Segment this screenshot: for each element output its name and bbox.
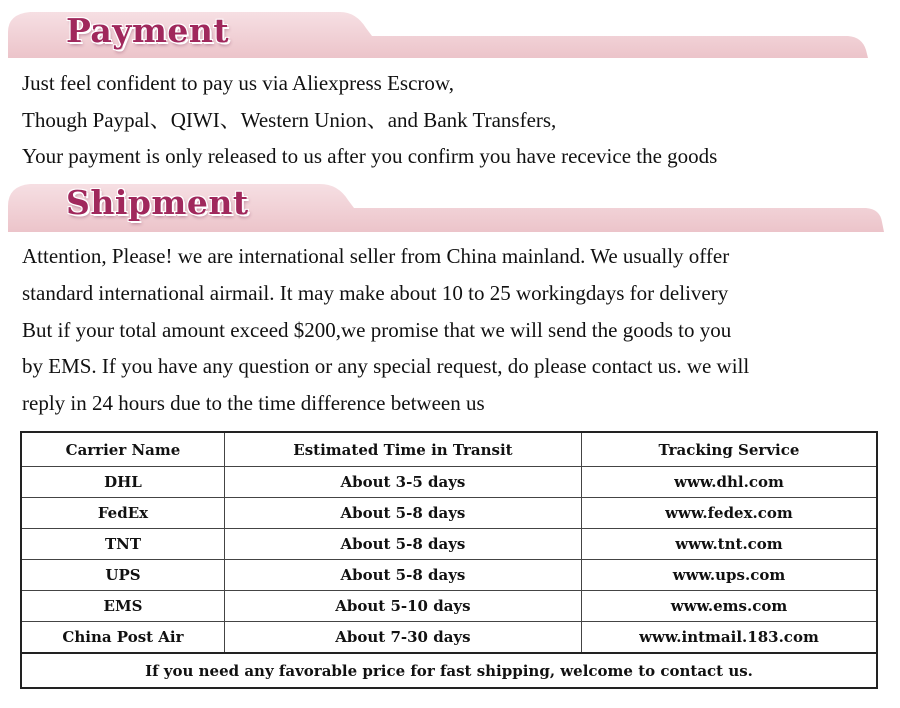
header-carrier-name: Carrier Name xyxy=(21,432,224,467)
tracking-site-cell: www.intmail.183.com xyxy=(581,622,877,654)
shipment-line: by EMS. If you have any question or any special request, do please contact us. we will xyxy=(22,354,750,379)
table-row xyxy=(21,498,877,529)
payment-line: Just feel confident to pay us via Aliexpress Escrow, xyxy=(22,71,454,95)
tracking-site-cell: www.ems.com xyxy=(581,591,877,622)
carrier-name-cell: EMS xyxy=(21,591,224,622)
carrier-name-cell: UPS xyxy=(21,560,224,591)
payment-text xyxy=(22,65,892,175)
carrier-name-cell: FedEx xyxy=(21,498,224,529)
shipping-table xyxy=(20,431,878,689)
tracking-site-cell: www.fedex.com xyxy=(581,498,877,529)
transit-time-cell: About 5-8 days xyxy=(224,529,581,560)
payment-line: Though Paypal、QIWI、Western Union、and Bank Transfers, xyxy=(22,107,557,132)
table-row xyxy=(21,591,877,622)
table-footer-row xyxy=(21,653,877,688)
shipment-line: But if your total amount exceed $200,we promise that we will send the goods to you xyxy=(22,317,732,342)
carrier-name-cell: TNT xyxy=(21,529,224,560)
shipment-text xyxy=(22,238,892,422)
shipment-line: Attention, Please! we are international seller from China mainland. We usually offer xyxy=(22,244,730,268)
transit-time-cell: About 5-8 days xyxy=(224,560,581,591)
carrier-name-cell: DHL xyxy=(21,467,224,498)
shipment-banner xyxy=(0,178,900,234)
table-row xyxy=(21,560,877,591)
payment-title: Payment xyxy=(66,11,230,50)
transit-time-cell: About 5-8 days xyxy=(224,498,581,529)
payment-banner xyxy=(0,6,900,62)
tracking-site-cell: www.dhl.com xyxy=(581,467,877,498)
shipment-title: Shipment xyxy=(66,183,249,222)
header-tracking-service: Tracking Service xyxy=(581,432,877,467)
table-footer-note: If you need any favorable price for fast shipping, welcome to contact us. xyxy=(21,653,877,688)
carrier-name-cell: China Post Air xyxy=(21,622,224,654)
table-row xyxy=(21,622,877,654)
shipment-line: standard international airmail. It may make about 10 to 25 workingdays for delivery xyxy=(22,280,729,305)
transit-time-cell: About 7-30 days xyxy=(224,622,581,654)
tracking-site-cell: www.tnt.com xyxy=(581,529,877,560)
shipment-line: reply in 24 hours due to the time difference between us xyxy=(22,391,485,416)
header-estimated-time: Estimated Time in Transit xyxy=(224,432,581,467)
table-row xyxy=(21,467,877,498)
transit-time-cell: About 5-10 days xyxy=(224,591,581,622)
tracking-site-cell: www.ups.com xyxy=(581,560,877,591)
table-row xyxy=(21,529,877,560)
table-header-row xyxy=(21,432,877,467)
payment-line: Your payment is only released to us after you confirm you have recevice the goods xyxy=(22,144,718,168)
transit-time-cell: About 3-5 days xyxy=(224,467,581,498)
